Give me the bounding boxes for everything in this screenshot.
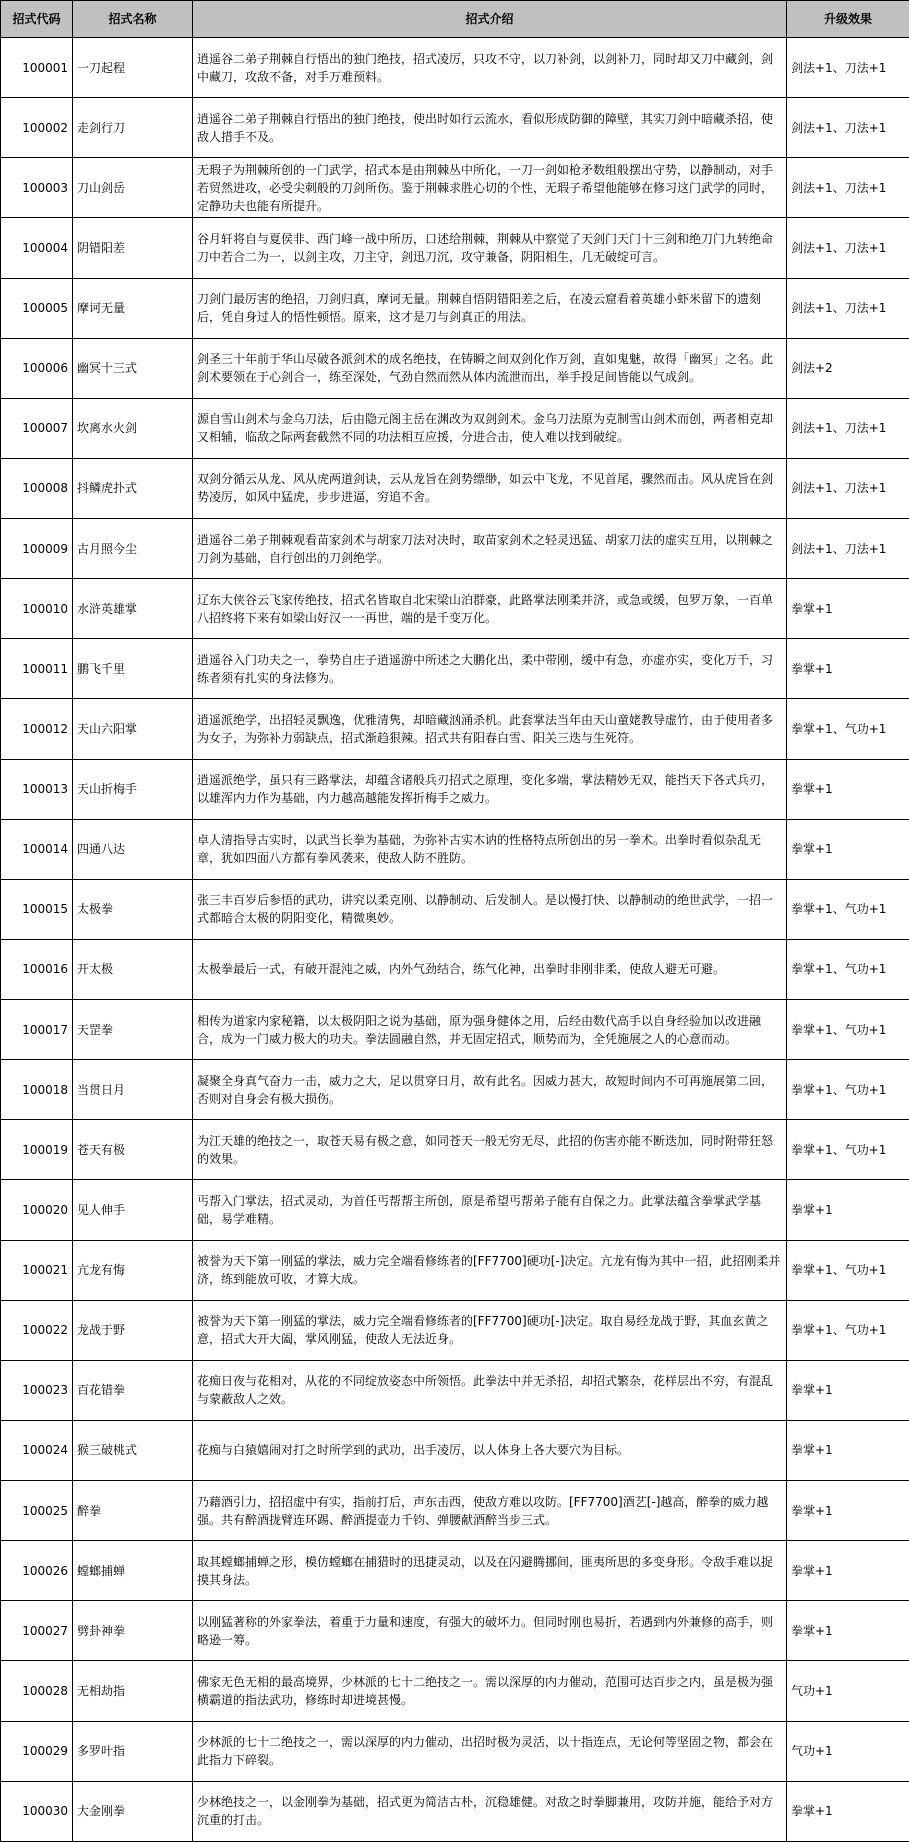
skill-description: 剑圣三十年前于华山尽破各派剑术的成名绝技，在铸瞬之间双剑化作万剑，直如鬼魅，故得「幽冥」之名。此剑术要领在于心剑合一，练至深处，气劲自然而然从体内流泄而出，举手投足间皆能以气成剑。 [193,338,787,398]
skill-name: 水浒英雄掌 [73,579,193,639]
skill-name: 亢龙有悔 [73,1240,193,1300]
skill-name: 天山折梅手 [73,759,193,819]
table-row [1,939,909,999]
skill-description: 佛家无色无相的最高境界，少林派的七十二绝技之一。需以深厚的内力催动，范围可达百步之内，虽是极为强横霸道的指法武功，修练时却进境甚慢。 [193,1661,787,1721]
header-effect: 升级效果 [787,1,909,38]
skill-description: 逍遥谷二弟子荆棘自行悟出的独门绝技，招式凌厉，只攻不守，以刀补剑，以剑补刀，同时却又刀中藏剑，剑中藏刀，攻敌不备，对手万难预料。 [193,38,787,98]
skill-effect: 剑法+1、刀法+1 [787,158,909,218]
skill-code: 100009 [1,519,73,579]
skill-code: 100026 [1,1541,73,1601]
skill-effect: 拳掌+1 [787,639,909,699]
table-row [1,1060,909,1120]
skill-name: 劈卦神拳 [73,1601,193,1661]
skill-description: 为江天雄的绝技之一，取苍天易有极之意，如同苍天一般无穷无尽，此招的伤害亦能不断迭加，同时附带狂怒的效果。 [193,1120,787,1180]
skill-description: 逍遥谷二弟子荆棘观看苗家剑术与胡家刀法对决时，取苗家剑术之轻灵迅猛、胡家刀法的虚实互用，以荆棘之刀剑为基础，自行创出的刀剑绝学。 [193,519,787,579]
skill-effect: 拳掌+1、气功+1 [787,1120,909,1180]
skill-code: 100013 [1,759,73,819]
skill-name: 幽冥十三式 [73,338,193,398]
skill-code: 100023 [1,1360,73,1420]
table-row [1,398,909,458]
table-row [1,278,909,338]
skill-code: 100015 [1,879,73,939]
skill-effect: 拳掌+1、气功+1 [787,1300,909,1360]
table-row [1,1300,909,1360]
skill-code: 100016 [1,939,73,999]
header-row [1,1,909,38]
skill-name: 百花错拳 [73,1360,193,1420]
skill-name: 古月照今尘 [73,519,193,579]
skill-code: 100028 [1,1661,73,1721]
skill-effect: 拳掌+1 [787,1420,909,1480]
table-row [1,98,909,158]
skill-effect: 拳掌+1 [787,1180,909,1240]
skill-name: 阴错阳差 [73,218,193,278]
skill-effect: 拳掌+1、气功+1 [787,1000,909,1060]
skill-name: 开太极 [73,939,193,999]
skill-effect: 拳掌+1 [787,1481,909,1541]
skill-effect: 剑法+1、刀法+1 [787,98,909,158]
skill-description: 双剑分循云从龙、风从虎两道剑诀，云从龙旨在剑势缥缈，如云中飞龙，不见首尾，骤然而击。风从虎旨在剑势凌厉，如风中猛虎，步步进逼，穷追不舍。 [193,458,787,518]
skill-code: 100005 [1,278,73,338]
skill-description: 谷月轩将自与夏侯非、西门峰一战中所历，口述给荆棘，荆棘从中察觉了天剑门天门十三剑和绝刀门九转绝命刀中若合二为一，以剑主攻，刀主守，剑迅刀沉，攻守兼备，阴阳相生，几无破绽可言。 [193,218,787,278]
skill-description: 以刚猛著称的外家拳法，着重于力量和速度，有强大的破坏力。但同时刚也易折，若遇到内外兼修的高手，则略逊一筹。 [193,1601,787,1661]
skill-code: 100029 [1,1721,73,1781]
skill-name: 一刀起程 [73,38,193,98]
skill-code: 100004 [1,218,73,278]
skill-name: 多罗叶指 [73,1721,193,1781]
skill-name: 走剑行刀 [73,98,193,158]
skill-effect: 拳掌+1 [787,759,909,819]
table-row [1,1120,909,1180]
skill-description: 刀剑门最厉害的绝招，刀剑归真，摩诃无量。荆棘自悟阴错阳差之后，在凌云窟看着英雄小虾米留下的遗刻后，凭自身过人的悟性顿悟。原来，这才是刀与剑真正的用法。 [193,278,787,338]
table-row [1,1721,909,1781]
skill-effect: 拳掌+1、气功+1 [787,1240,909,1300]
table-row [1,579,909,639]
table-row [1,158,909,218]
table-row [1,1661,909,1721]
skill-effect: 拳掌+1、气功+1 [787,699,909,759]
skill-code: 100014 [1,819,73,879]
skill-description: 逍遥谷入门功夫之一，拳势自庄子逍遥游中所述之大鹏化出，柔中带刚，缓中有急，亦虚亦实，变化万千，习练者须有扎实的身法修为。 [193,639,787,699]
skill-code: 100008 [1,458,73,518]
skill-effect: 气功+1 [787,1721,909,1781]
skill-effect: 剑法+1、刀法+1 [787,458,909,518]
skill-description: 辽东大侠谷云飞家传绝技，招式名皆取自北宋梁山泊群豪，此路掌法刚柔并济，或急或缓，包罗万象，一百单八招终将下来有如梁山好汉一一再世，端的是千变万化。 [193,579,787,639]
skill-name: 天山六阳掌 [73,699,193,759]
header-name: 招式名称 [73,1,193,38]
skill-name: 摩诃无量 [73,278,193,338]
table-row [1,1180,909,1240]
skill-name: 无相劫指 [73,1661,193,1721]
skill-description: 被誉为天下第一刚猛的掌法，威力完全端看修练者的[FF7700]硬功[-]决定。亢龙有悔为其中一招，此招刚柔并济，练到能放可收，才算大成。 [193,1240,787,1300]
skill-description: 逍遥派绝学，出招轻灵飘逸，优雅清隽，却暗藏汹涌杀机。此套掌法当年由天山童姥教导虚竹，由于使用者多为女子，为弥补力弱缺点，招式渐趋狠辣。招式共有阳春白雪、阳关三迭与生死符。 [193,699,787,759]
table-row [1,218,909,278]
skill-description: 太极拳最后一式，有破开混沌之威，内外气劲结合，练气化神，出拳时非刚非柔，使敌人避无可避。 [193,939,787,999]
skill-code: 100019 [1,1120,73,1180]
skill-code: 100025 [1,1481,73,1541]
skill-description: 相传为道家内家秘籍，以太极阴阳之说为基础，原为强身健体之用，后经由数代高手以自身经验加以改进融合，成为一门威力极大的功夫。拳法圆融自然，并无固定招式，顺势而为，全凭施展之人的心意而动。 [193,1000,787,1060]
skill-code: 100024 [1,1420,73,1480]
skill-description: 源自雪山剑术与金乌刀法，后由隐元阁主岳在渊改为双剑剑术。金乌刀法原为克制雪山剑术而创，两者相克却又相辅，临敌之际两套截然不同的功法相互应援，分进合击，使人难以找到破绽。 [193,398,787,458]
skill-effect: 拳掌+1 [787,579,909,639]
skill-name: 猴三破桃式 [73,1420,193,1480]
table-row [1,338,909,398]
skill-name: 当贯日月 [73,1060,193,1120]
skill-code: 100030 [1,1781,73,1841]
table-row [1,519,909,579]
skill-code: 100006 [1,338,73,398]
table-row [1,699,909,759]
skill-code: 100022 [1,1300,73,1360]
table-row [1,639,909,699]
skill-effect: 剑法+1、刀法+1 [787,519,909,579]
skill-effect: 剑法+1、刀法+1 [787,278,909,338]
skill-code: 100012 [1,699,73,759]
skill-name: 四通八达 [73,819,193,879]
table-row [1,759,909,819]
table-row [1,1541,909,1601]
table-row [1,458,909,518]
skill-code: 100011 [1,639,73,699]
skill-name: 螳螂捕蝉 [73,1541,193,1601]
table-row [1,819,909,879]
skill-description: 被誉为天下第一刚猛的掌法，威力完全端看修练者的[FF7700]硬功[-]决定。取自易经龙战于野，其血玄黄之意，招式大开大阖，掌风刚猛，使敌人无法近身。 [193,1300,787,1360]
skill-code: 100007 [1,398,73,458]
header-desc: 招式介绍 [193,1,787,38]
skill-code: 100010 [1,579,73,639]
skill-name: 大金刚拳 [73,1781,193,1841]
skill-effect: 拳掌+1、气功+1 [787,939,909,999]
skill-effect: 拳掌+1 [787,1601,909,1661]
table-row [1,1000,909,1060]
skill-effect: 拳掌+1、气功+1 [787,1060,909,1120]
skill-description: 花痴与白猿嬉闹对打之时所学到的武功，出手凌厉，以人体身上各大要穴为目标。 [193,1420,787,1480]
skill-effect: 气功+1 [787,1661,909,1721]
skill-effect: 剑法+1、刀法+1 [787,218,909,278]
skill-name: 天罡拳 [73,1000,193,1060]
skill-description: 逍遥派绝学，虽只有三路掌法，却蕴含诸般兵刃招式之原理，变化多端，掌法精妙无双，能挡天下各式兵刃，以雄浑内力作为基础，内力越高越能发挥折梅手之威力。 [193,759,787,819]
skill-name: 抖鳞虎扑式 [73,458,193,518]
skill-name: 太极拳 [73,879,193,939]
skill-name: 苍天有极 [73,1120,193,1180]
skill-description: 花痴日夜与花相对，从花的不同绽放姿态中所领悟。此拳法中并无杀招，却招式繁杂，花样层出不穷，有混乱与蒙蔽敌人之效。 [193,1360,787,1420]
table-row [1,1420,909,1480]
table-row [1,1360,909,1420]
skill-description: 无瑕子为荆棘所创的一门武学，招式本是由荆棘丛中所化，一刀一剑如枪矛数组般摆出守势，以静制动，对手若贸然进攻，必受尖刺般的刀剑所伤。鉴于荆棘求胜心切的个性，无瑕子希望他能够在修习这门武学的同时，定静功夫也能有所提升。 [193,158,787,218]
table-row [1,38,909,98]
skill-description: 凝聚全身真气奋力一击，威力之大，足以贯穿日月，故有此名。因威力甚大，故短时间内不可再施展第二回，否则对自身会有极大损伤。 [193,1060,787,1120]
skill-description: 张三丰百岁后参悟的武功，讲究以柔克刚、以静制动、后发制人。是以慢打快、以静制动的绝世武学，一招一式都暗合太极的阴阳变化，精微奥妙。 [193,879,787,939]
skill-effect: 剑法+2 [787,338,909,398]
skill-name: 醉拳 [73,1481,193,1541]
table-row [1,1481,909,1541]
skill-name: 鹏飞千里 [73,639,193,699]
skill-effect: 剑法+1、刀法+1 [787,398,909,458]
skill-description: 乃藉酒引力，招招虚中有实，指前打后，声东击西，使敌方难以攻防。[FF7700]酒艺[-]越高，醉拳的威力越强。共有醉酒拢臂连环踢、醉酒提壶力千钧、弹腰献酒醉当步三式。 [193,1481,787,1541]
skill-effect: 拳掌+1 [787,1541,909,1601]
skill-description: 卓人清指导古实时，以武当长拳为基础，为弥补古实木讷的性格特点所创出的另一拳术。出拳时看似杂乱无章，犹如四面八方都有拳风袭来，使敌人防不胜防。 [193,819,787,879]
skill-name: 龙战于野 [73,1300,193,1360]
skill-effect: 拳掌+1 [787,1360,909,1420]
skill-code: 100002 [1,98,73,158]
skill-effect: 剑法+1、刀法+1 [787,38,909,98]
skill-name: 刀山剑岳 [73,158,193,218]
skill-code: 100020 [1,1180,73,1240]
skill-description: 取其螳螂捕蝉之形，模仿螳螂在捕猎时的迅捷灵动，以及在闪避腾挪间，匪夷所思的多变身形。令敌手难以捉摸其身法。 [193,1541,787,1601]
skill-code: 100003 [1,158,73,218]
skill-code: 100021 [1,1240,73,1300]
header-code: 招式代码 [1,1,73,38]
skill-code: 100001 [1,38,73,98]
skill-description: 逍遥谷二弟子荆棘自行悟出的独门绝技，使出时如行云流水，看似形成防御的障壁，其实刀剑中暗藏杀招，使敌人措手不及。 [193,98,787,158]
skill-effect: 拳掌+1 [787,1781,909,1841]
skill-description: 丐帮入门掌法，招式灵动，为首任丐帮帮主所创，原是希望丐帮弟子能有自保之力。此掌法蕴含拳掌武学基础，易学难精。 [193,1180,787,1240]
table-row [1,879,909,939]
skill-name: 坎离水火剑 [73,398,193,458]
skill-effect: 拳掌+1、气功+1 [787,879,909,939]
table-row [1,1601,909,1661]
skill-description: 少林绝技之一，以金刚拳为基础，招式更为简洁古朴，沉稳雄健。对敌之时拳脚兼用，攻防并施，能给予对方沉重的打击。 [193,1781,787,1841]
skill-effect: 拳掌+1 [787,819,909,879]
skill-code: 100017 [1,1000,73,1060]
skill-description: 少林派的七十二绝技之一，需以深厚的内力催动，出招时极为灵活，以十指连点，无论何等坚固之物，都会在此指力下碎裂。 [193,1721,787,1781]
skill-name: 见人伸手 [73,1180,193,1240]
table-row [1,1781,909,1841]
skill-code: 100018 [1,1060,73,1120]
table-row [1,1240,909,1300]
skill-code: 100027 [1,1601,73,1661]
